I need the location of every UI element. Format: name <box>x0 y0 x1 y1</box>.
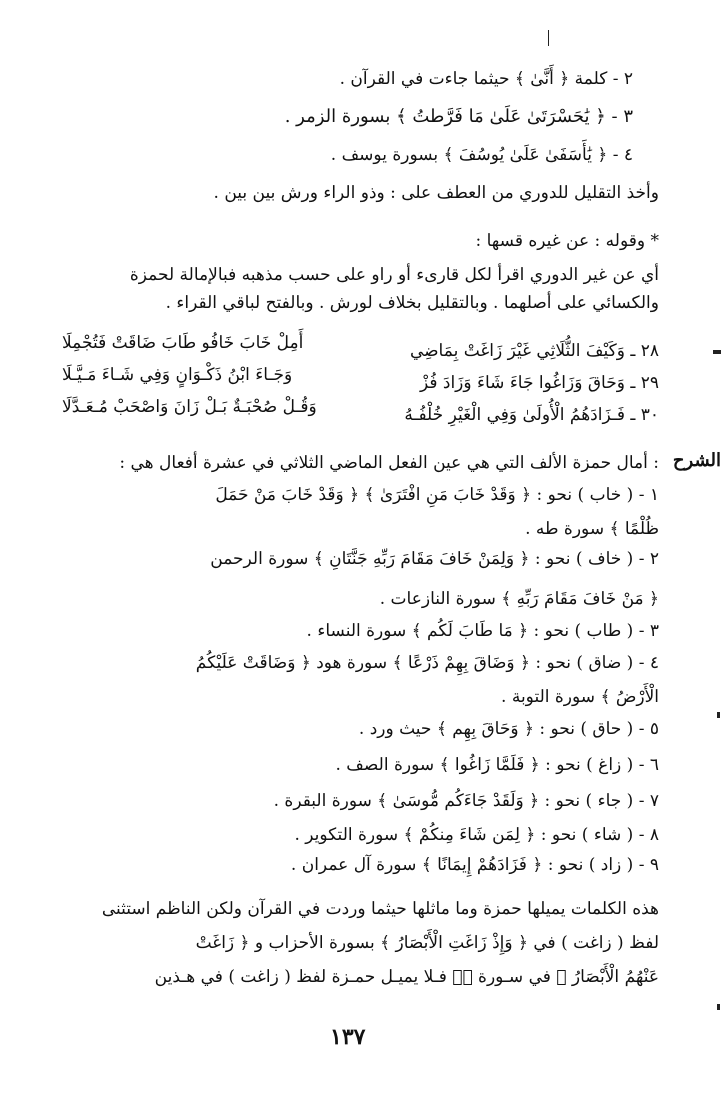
example-line: ٢ - ( خاف ) نحو : ﴿ وَلِمَنْ خَافَ مَقَامَ رَبِّهِ جَنَّتَانِ ﴾ سورة الرحمن <box>210 549 659 569</box>
verse-left-hemistich: وَقُـلْ صُحْبَـةٌ بَـلْ زَانَ وَاصْحَبْ مُـعَـدَّلَا <box>62 397 317 417</box>
verse-right-hemistich: ٢٨ ـ وَكَيْفَ الثُّلَاثِي غَيْرَ زَاغَتْ بِمَاضِي <box>409 341 659 361</box>
example-line: ٤ - ( ضاق ) نحو : ﴿ وَضَاقَ بِهِمْ ذَرْعًا ﴾ سورة هود ﴿ وَضَاقَتْ عَلَيْكُمُ <box>195 653 659 673</box>
right-edge-mark <box>717 712 720 718</box>
explanation-line: أي عن غير الدوري اقرأ لكل قارىء أو راو على حسب مذهبه فبالإمالة لحمزة <box>129 265 659 285</box>
closing-line: عَنْهُمُ الْأَبْصَارُ ﴾ في سـورة صۤ فـلا يميـل حمـزة لفظ ( زاغت ) في هـذين <box>154 967 659 987</box>
example-line: ٨ - ( شاء ) نحو : ﴿ لِمَن شَاءَ مِنكُمْ ﴾ سورة التكوير . <box>294 825 659 845</box>
header-line: ٣ - ﴿ يَٰحَسْرَتَىٰ عَلَىٰ مَا فَرَّطتُ ﴾ بسورة الزمر . <box>284 106 633 127</box>
sharh-intro: : أمال حمزة الألف التي هي عين الفعل الماضي الثلاثي في عشرة أفعال هي : <box>119 453 659 473</box>
example-line: الْأَرْضُ ﴾ سورة التوبة . <box>501 687 659 707</box>
example-line: ٩ - ( زاد ) نحو : ﴿ فَزَادَهُمْ إِيمَانًا ﴾ سورة آل عمران . <box>290 855 659 875</box>
sharh-label: الشرح <box>672 450 721 471</box>
header-line: ٤ - ﴿ يَٰأَسَفَىٰ عَلَىٰ يُوسُفَ ﴾ بسورة يوسف . <box>330 145 633 165</box>
example-line: ٣ - ( طاب ) نحو : ﴿ مَا طَابَ لَكُم ﴾ سورة النساء . <box>306 621 659 641</box>
right-edge-mark <box>713 350 721 354</box>
example-line: ٦ - ( زاغ ) نحو : ﴿ فَلَمَّا زَاغُوا ﴾ سورة الصف . <box>335 755 659 775</box>
example-line: ظُلْمًا ﴾ سورة طه . <box>525 519 659 539</box>
qawluhu-line: * وقوله : عن غيره قسها : <box>475 231 659 251</box>
taqleel-line: وأخذ التقليل للدوري من العطف على : وذو الراء ورش بين بين . <box>213 183 659 203</box>
top-edge-mark <box>548 30 549 46</box>
example-line: ٥ - ( حاق ) نحو : ﴿ وَحَاقَ بِهِم ﴾ حيث ورد . <box>358 719 659 739</box>
closing-line: هذه الكلمات يميلها حمزة وما ماثلها حيثما وردت في القرآن ولكن الناظم استثنى <box>101 899 659 919</box>
verse-left-hemistich: وَجَـاءَ ابْنُ ذَكْـوَانٍ وَفِي شَـاءَ مَـيَّـلَا <box>62 365 293 385</box>
verse-right-hemistich: ٣٠ ـ فَـزَادَهُمُ الْأُولَىٰ وَفِي الْغَيْرِ خُلْفُـهُ <box>404 405 659 425</box>
verse-right-hemistich: ٢٩ ـ وَحَاقَ وَزَاغُوا جَاءَ شَاءَ وَزَادَ فُزْ <box>419 373 659 393</box>
example-line: ﴿ مَنْ خَافَ مَقَامَ رَبِّهِ ﴾ سورة النازعات . <box>379 589 659 609</box>
page-number: ١٣٧ <box>330 1024 366 1050</box>
example-line: ٧ - ( جاء ) نحو : ﴿ وَلَقَدْ جَاءَكُم مُّوسَىٰ ﴾ سورة البقرة . <box>273 791 659 811</box>
header-line: ٢ - كلمة ﴿ أَنَّىٰ ﴾ حيثما جاءت في القرآن . <box>339 69 633 89</box>
verse-left-hemistich: أَمِلْ خَابَ خَافُو طَابَ ضَاقَتْ فَتُجْمِلَا <box>62 333 304 353</box>
right-edge-mark <box>717 1004 720 1010</box>
closing-line: لفظ ( زاغت ) في ﴿ وَإِذْ زَاغَتِ الْأَبْصَارُ ﴾ بسورة الأحزاب و ﴿ زَاغَتْ <box>195 933 659 953</box>
explanation-line: والكسائي على أصلهما . وبالتقليل بخلاف لورش . وبالفتح لباقي القراء . <box>165 293 659 313</box>
example-line: ١ - ( خاب ) نحو : ﴿ وَقَدْ خَابَ مَنِ افْتَرَىٰ ﴾ ﴿ وَقَدْ خَابَ مَنْ حَمَلَ <box>215 485 659 505</box>
